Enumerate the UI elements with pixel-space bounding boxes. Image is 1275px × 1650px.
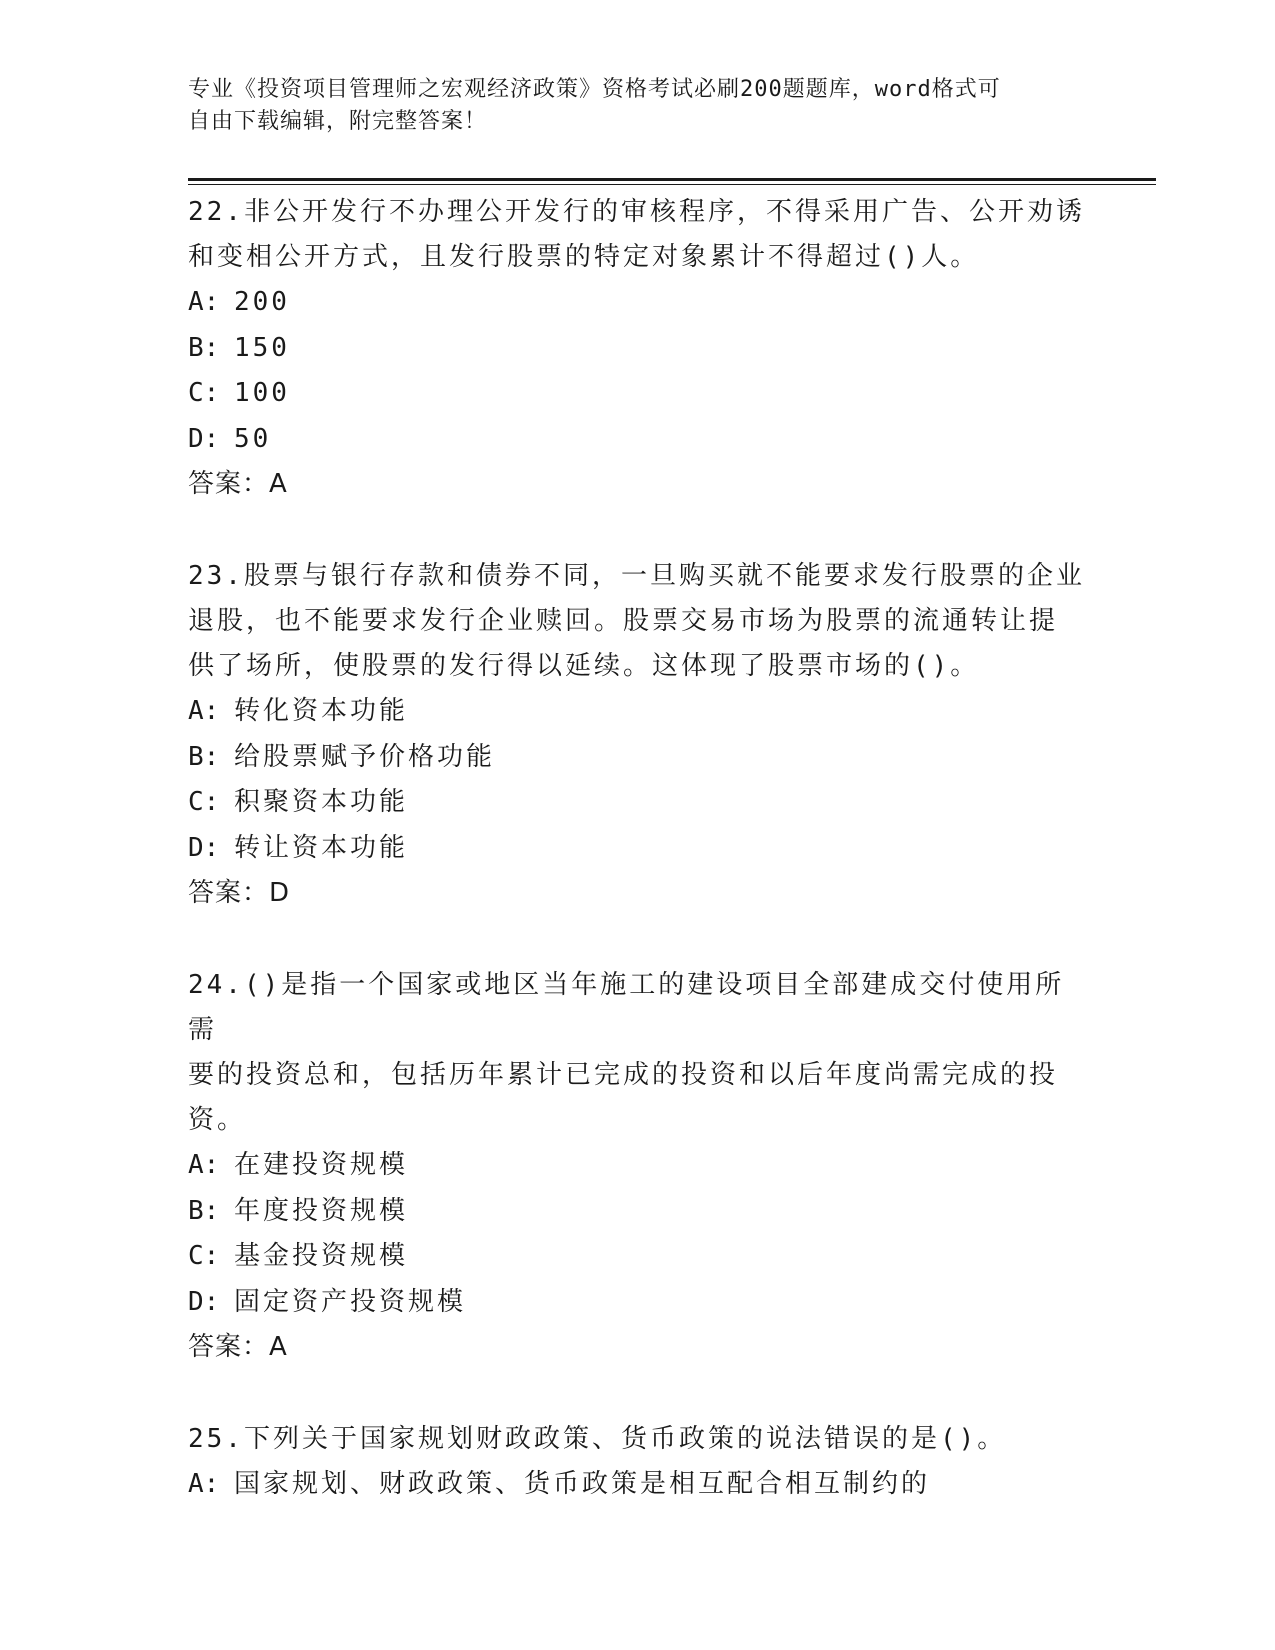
- question-24: [188, 961, 1088, 1369]
- stem-line: 退股，也不能要求发行企业赎回。股票交易市场为股票的流通转让提: [188, 606, 1059, 636]
- option-text: 年度投资规模: [234, 1195, 409, 1226]
- stem-line: 资。: [188, 1105, 247, 1135]
- option-key: A:: [188, 1150, 220, 1180]
- answer-line: 答案：A: [188, 469, 288, 499]
- option-key: C:: [188, 1241, 220, 1271]
- question-list: [188, 188, 1088, 1508]
- document-header: [188, 74, 1088, 138]
- option-d: [188, 826, 1088, 872]
- question-stem: [188, 552, 1088, 689]
- option-text: 给股票赋予价格功能: [234, 741, 496, 772]
- option-a: [188, 1462, 1088, 1508]
- stem-line: 24.()是指一个国家或地区当年施工的建设项目全部建成交付使用所需: [188, 970, 1065, 1045]
- option-key: B:: [188, 332, 220, 363]
- option-text: 国家规划、财政政策、货币政策是相互配合相互制约的: [234, 1469, 931, 1499]
- option-key: A:: [188, 287, 220, 317]
- option-a: [188, 689, 1088, 735]
- question-23: [188, 552, 1088, 915]
- header-rule-thick: [188, 178, 1156, 181]
- option-c: [188, 1234, 1088, 1280]
- option-key: A:: [188, 696, 220, 726]
- header-rule-thin: [188, 184, 1156, 185]
- question-stem: [188, 1415, 1088, 1462]
- option-c: [188, 371, 1088, 417]
- option-key: B:: [188, 1195, 220, 1226]
- answer-line: 答案：A: [188, 1332, 288, 1362]
- question-spacer: [188, 915, 1088, 961]
- option-text: 基金投资规模: [234, 1241, 409, 1271]
- question-spacer: [188, 1369, 1088, 1415]
- option-key: D:: [188, 832, 220, 863]
- option-a: [188, 1143, 1088, 1189]
- header-line-2: 自由下载编辑，附完整答案！: [188, 109, 488, 134]
- option-b: [188, 326, 1088, 372]
- question-22: [188, 188, 1088, 506]
- stem-line: 25.下列关于国家规划财政政策、货币政策的说法错误的是()。: [188, 1424, 1007, 1454]
- question-stem: [188, 961, 1088, 1143]
- header-line-1: 专业《投资项目管理师之宏观经济政策》资格考试必刷200题题库，word格式可: [188, 77, 1001, 102]
- answer-line: 答案：D: [188, 878, 291, 908]
- option-d: [188, 417, 1088, 463]
- option-text: 固定资产投资规模: [234, 1286, 467, 1317]
- stem-line: 要的投资总和，包括历年累计已完成的投资和以后年度尚需完成的投: [188, 1060, 1059, 1090]
- option-text: 100: [234, 378, 290, 408]
- stem-line: 23.股票与银行存款和债券不同，一旦购买就不能要求发行股票的企业: [188, 561, 1085, 591]
- option-a: [188, 280, 1088, 326]
- question-spacer: [188, 506, 1088, 552]
- option-key: C:: [188, 787, 220, 817]
- option-d: [188, 1280, 1088, 1326]
- option-key: C:: [188, 378, 220, 408]
- option-text: 转化资本功能: [234, 696, 409, 726]
- question-stem: [188, 188, 1088, 280]
- option-text: 积聚资本功能: [234, 787, 409, 817]
- option-key: D:: [188, 1286, 220, 1317]
- option-key: A:: [188, 1469, 220, 1499]
- question-25: [188, 1415, 1088, 1508]
- option-key: D:: [188, 423, 220, 454]
- stem-line: 和变相公开方式，且发行股票的特定对象累计不得超过()人。: [188, 242, 980, 272]
- stem-line: 22.非公开发行不办理公开发行的审核程序，不得采用广告、公开劝诱: [188, 197, 1085, 227]
- stem-line: 供了场所，使股票的发行得以延续。这体现了股票市场的()。: [188, 651, 980, 681]
- option-b: [188, 735, 1088, 781]
- option-text: 50: [234, 423, 272, 454]
- option-text: 200: [234, 287, 290, 317]
- option-key: B:: [188, 741, 220, 772]
- option-c: [188, 780, 1088, 826]
- option-text: 150: [234, 332, 290, 363]
- option-text: 转让资本功能: [234, 832, 409, 863]
- option-b: [188, 1189, 1088, 1235]
- option-text: 在建投资规模: [234, 1150, 409, 1180]
